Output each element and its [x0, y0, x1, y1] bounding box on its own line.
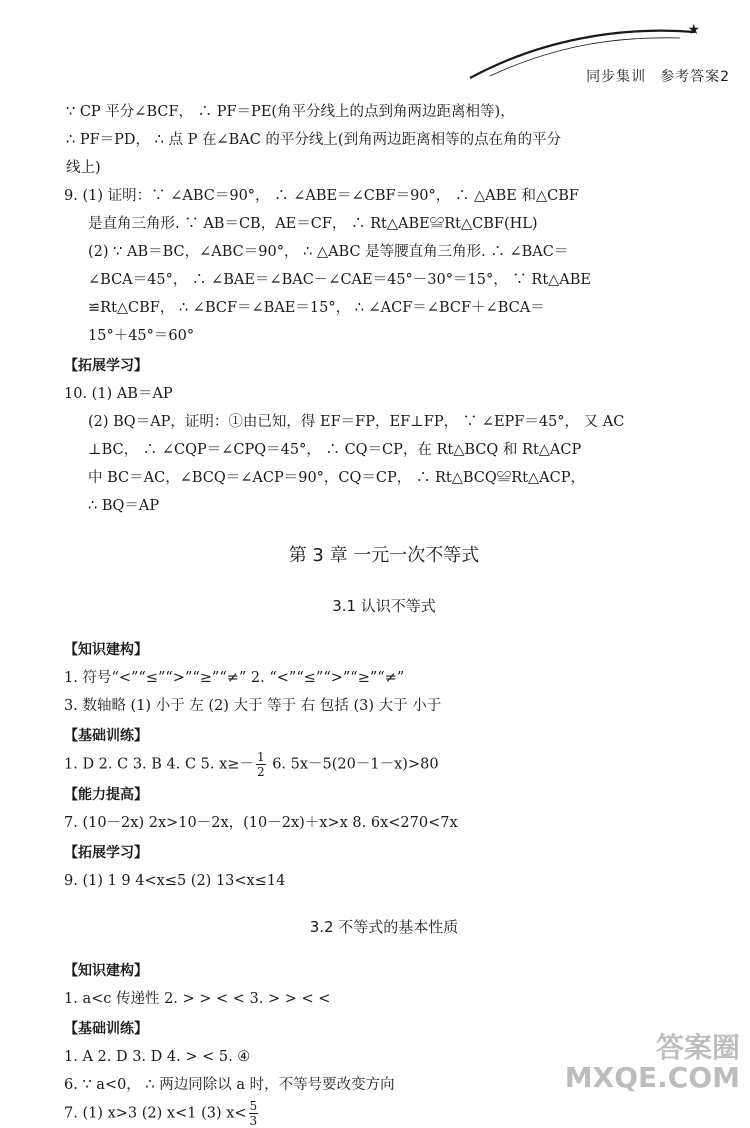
chapter-title: 第 3 章 一元一次不等式 [288, 545, 480, 566]
answer-line: 是直角三角形. ∵ AB＝CB，AE＝CF， ∴ Rt△ABE≌Rt△CBF(HL) [88, 216, 538, 232]
answer-line: 9. (1) 证明：∵ ∠ABC＝90°， ∴ ∠ABE＝∠CBF＝90°， ∴ △ABE 和△CBF [64, 188, 579, 204]
fraction [256, 750, 266, 779]
lesson-title: 3.2 不等式的基本性质 [309, 918, 459, 936]
watermark [565, 1033, 740, 1093]
section-heading: 【知识建构】 [64, 963, 148, 979]
header-title: 同步集训 [586, 69, 647, 85]
answer-line: ∠BCA＝45°， ∴ ∠BAE＝∠BAC－∠CAE＝45°－30°＝15°， ∵ Rt△ABE [88, 272, 592, 288]
section-heading: 【基础训练】 [64, 728, 148, 744]
answer-line: 1. a<c 传递性 2. > > < < 3. > > < < [64, 991, 331, 1007]
answer-line: 中 BC＝AC，∠BCQ＝∠ACP＝90°，CQ＝CP， ∴ Rt△BCQ≌Rt△ACP， [88, 470, 585, 486]
watermark-url: MXQE.COM [564, 1061, 740, 1094]
section-heading: 【基础训练】 [64, 1021, 148, 1037]
section-heading: 【能力提高】 [64, 787, 148, 803]
section-heading: 【拓展学习】 [64, 358, 148, 374]
answer-text: 6. 5x－5(20－1－x)>80 [267, 756, 439, 773]
answer-line: ≌Rt△CBF， ∴ ∠BCF＝∠BAE＝15°， ∴ ∠ACF＝∠BCF＋∠BCA＝ [88, 300, 545, 316]
answer-line: 1. A 2. D 3. D 4. > < 5. ④ [64, 1049, 251, 1065]
section-heading: 【拓展学习】 [64, 845, 148, 861]
answer-line: 3. 数轴略 (1) 小于 左 (2) 大于 等于 右 包括 (3) 大于 小于 [64, 698, 442, 714]
answer-text: 1. D 2. C 3. B 4. C 5. x≥－ [64, 756, 254, 773]
answer-line: (2) BQ＝AP，证明：①由已知，得 EF＝FP，EF⊥FP， ∵ ∠EPF＝45°， 又 AC [88, 414, 625, 430]
watermark-text: 答案圈 [655, 1031, 740, 1064]
lesson-title: 3.1 认识不等式 [332, 597, 436, 615]
answer-line: 6. ∵ a<0， ∴ 两边同除以 a 时，不等号要改变方向 [64, 1077, 395, 1093]
answer-content [64, 98, 704, 1128]
answer-line: 线上) [66, 160, 101, 176]
answer-line: 1. 符号“<”“≤”“>”“≥”“≠” 2. “<”“≤”“>”“≥”“≠” [64, 670, 405, 686]
answer-line: ∴ PF＝PD， ∴ 点 P 在∠BAC 的平分线上(到角两边距离相等的点在角的平分 [66, 132, 562, 148]
answer-line: ⊥BC， ∴ ∠CQP＝∠CPQ＝45°， ∴ CQ＝CP，在 Rt△BCQ 和 Rt△ACP [88, 442, 582, 458]
answer-line: ∵ CP 平分∠BCF， ∴ PF＝PE(角平分线上的点到角两边距离相等)， [66, 104, 515, 120]
fraction-numerator: 1 [256, 750, 265, 764]
answer-line: 9. (1) 1 9 4<x≤5 (2) 13<x≤14 [64, 873, 286, 889]
header-subtitle: 参考答案2 [660, 69, 730, 85]
fraction-numerator: 5 [249, 1099, 258, 1113]
answer-line [64, 750, 704, 779]
answer-line [64, 1099, 704, 1128]
answer-text: 7. (1) x>3 (2) x<1 (3) x< [64, 1105, 247, 1122]
fraction-denominator: 3 [249, 1114, 258, 1128]
answer-line: (2) ∵ AB＝BC，∠ABC＝90°， ∴ △ABC 是等腰直角三角形. ∴ ∠BAC＝ [88, 244, 569, 260]
answer-line: 15°＋45°＝60° [88, 328, 195, 344]
answer-line: 10. (1) AB＝AP [64, 386, 173, 402]
fraction-denominator: 2 [256, 765, 265, 779]
star-icon: ★ [687, 22, 700, 38]
header-text [572, 66, 730, 86]
page-header [430, 20, 730, 85]
section-heading: 【知识建构】 [64, 642, 148, 658]
answer-line: ∴ BQ＝AP [88, 498, 160, 514]
answer-line: 7. (10－2x) 2x>10－2x，(10－2x)＋x>x 8. 6x<270<7x [64, 815, 458, 831]
fraction [249, 1099, 259, 1128]
